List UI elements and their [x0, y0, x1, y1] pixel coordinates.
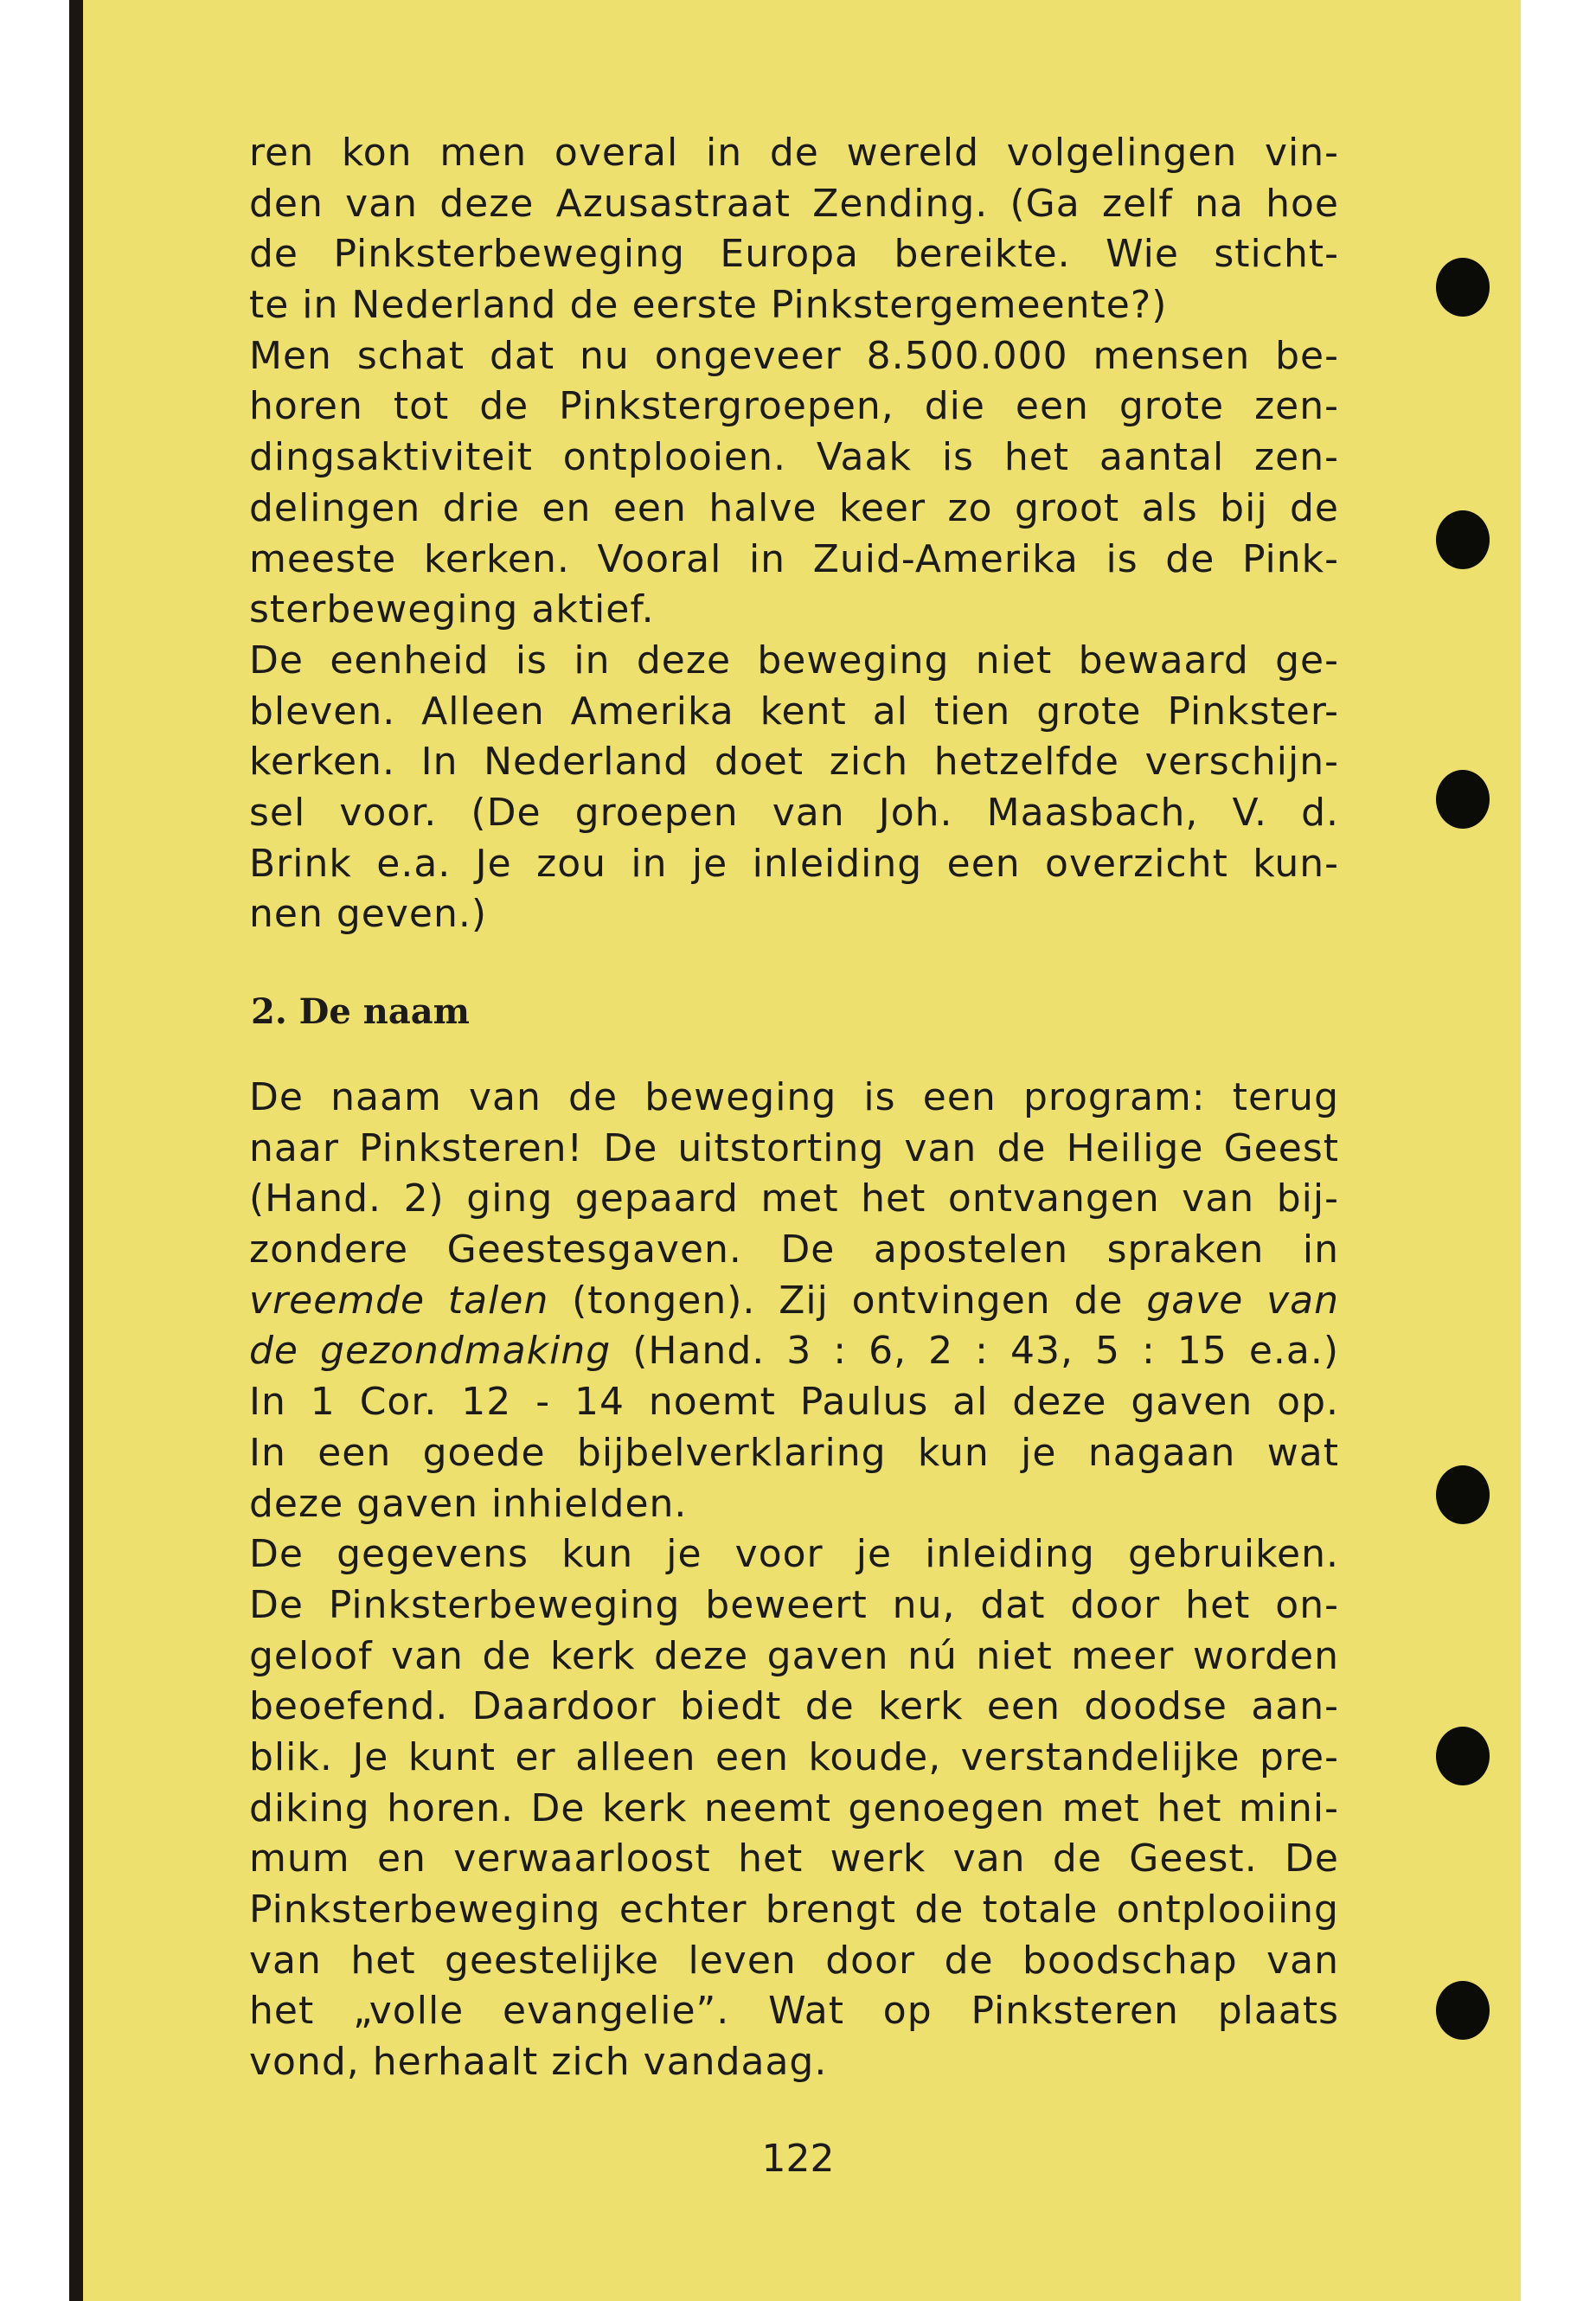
book-spine-edge	[69, 0, 83, 2301]
text-line: naar Pinksteren! De uitstorting van de Heilige Geest	[249, 1125, 1339, 1170]
text-line: De gegevens kun je voor je inleiding gebruiken.	[249, 1532, 1339, 1577]
text-line: In 1 Cor. 12 - 14 noemt Paulus al deze gaven op.	[249, 1380, 1339, 1425]
punch-hole	[1436, 770, 1490, 829]
text-line: geloof van de kerk deze gaven nú niet meer worden	[249, 1633, 1339, 1678]
text-segment: (Hand. 3 : 6, 2 : 43, 5 : 15 e.a.)	[611, 1329, 1339, 1374]
punch-hole	[1436, 510, 1490, 569]
italic-phrase: gave van	[1146, 1278, 1340, 1323]
punch-hole	[1436, 258, 1490, 317]
text-line: De eenheid is in deze beweging niet bewaard ge-	[249, 638, 1339, 683]
text-line: de Pinksterbeweging Europa bereikte. Wie sticht-	[249, 232, 1339, 277]
text-line-mixed	[249, 1326, 1339, 1377]
text-line: het „volle evangelie”. Wat op Pinksteren plaats	[249, 1989, 1339, 2034]
text-line: delingen drie en een halve keer zo groot als bij de	[249, 485, 1339, 530]
text-line: van het geestelijke leven door de boodschap van	[249, 1938, 1339, 1983]
punch-hole	[1436, 1981, 1490, 2040]
text-line: kerken. In Nederland doet zich hetzelfde verschijn-	[249, 740, 1339, 785]
scan-left-margin	[0, 0, 74, 2301]
text-line: beoefend. Daardoor biedt de kerk een doodse aan-	[249, 1684, 1339, 1729]
section2-text	[249, 1073, 1339, 2088]
text-line: horen tot de Pinkstergroepen, die een grote zen-	[249, 384, 1339, 429]
text-line: Pinksterbeweging echter brengt de totale ontplooiing	[249, 1888, 1339, 1932]
page-number: 122	[761, 2137, 835, 2181]
text-line: In een goede bijbelverklaring kun je nagaan wat	[249, 1430, 1339, 1475]
text-line: meeste kerken. Vooral in Zuid-Amerika is de Pink-	[249, 536, 1339, 581]
text-line: den van deze Azusastraat Zending. (Ga zelf na hoe	[249, 181, 1339, 226]
text-line: sterbeweging aktief.	[249, 587, 655, 632]
text-line: De naam van de beweging is een program: terug	[249, 1075, 1339, 1119]
text-line-mixed	[249, 1276, 1339, 1327]
scan-right-margin	[1521, 0, 1596, 2301]
italic-phrase: de gezondmaking	[249, 1329, 612, 1374]
text-segment: (tongen). Zij ontvingen de	[548, 1278, 1147, 1323]
punch-hole	[1436, 1727, 1490, 1785]
text-line: mum en verwaarloost het werk van de Geest. De	[249, 1836, 1339, 1881]
punch-hole	[1436, 1465, 1490, 1524]
section-heading: 2. De naam	[251, 991, 470, 1032]
text-line: vond, herhaalt zich vandaag.	[249, 2040, 828, 2085]
text-line: deze gaven inhielden.	[249, 1481, 688, 1526]
text-line: bleven. Alleen Amerika kent al tien grote Pinkster-	[249, 689, 1339, 734]
text-line: zondere Geestesgaven. De apostelen spraken in	[249, 1227, 1339, 1272]
text-line: ren kon men overal in de wereld volgelingen vin-	[249, 131, 1339, 175]
text-line: Men schat dat nu ongeveer 8.500.000 mensen be-	[249, 333, 1339, 378]
text-line: Brink e.a. Je zou in je inleiding een overzicht kun-	[249, 841, 1339, 886]
italic-phrase: vreemde talen	[249, 1278, 549, 1323]
text-line: te in Nederland de eerste Pinkstergemeente?)	[249, 283, 1168, 328]
text-line: blik. Je kunt er alleen een koude, verstandelijke pre-	[249, 1734, 1339, 1779]
text-line: nen geven.)	[249, 892, 487, 937]
text-line: De Pinksterbeweging beweert nu, dat door het on-	[249, 1582, 1339, 1627]
text-line: sel voor. (De groepen van Joh. Maasbach, V. d.	[249, 790, 1339, 835]
text-line: (Hand. 2) ging gepaard met het ontvangen van bij-	[249, 1176, 1339, 1221]
text-line: diking horen. De kerk neemt genoegen met het mini-	[249, 1785, 1339, 1830]
section1-text	[249, 128, 1339, 940]
text-line: dingsaktiviteit ontplooien. Vaak is het aantal zen-	[249, 435, 1339, 480]
